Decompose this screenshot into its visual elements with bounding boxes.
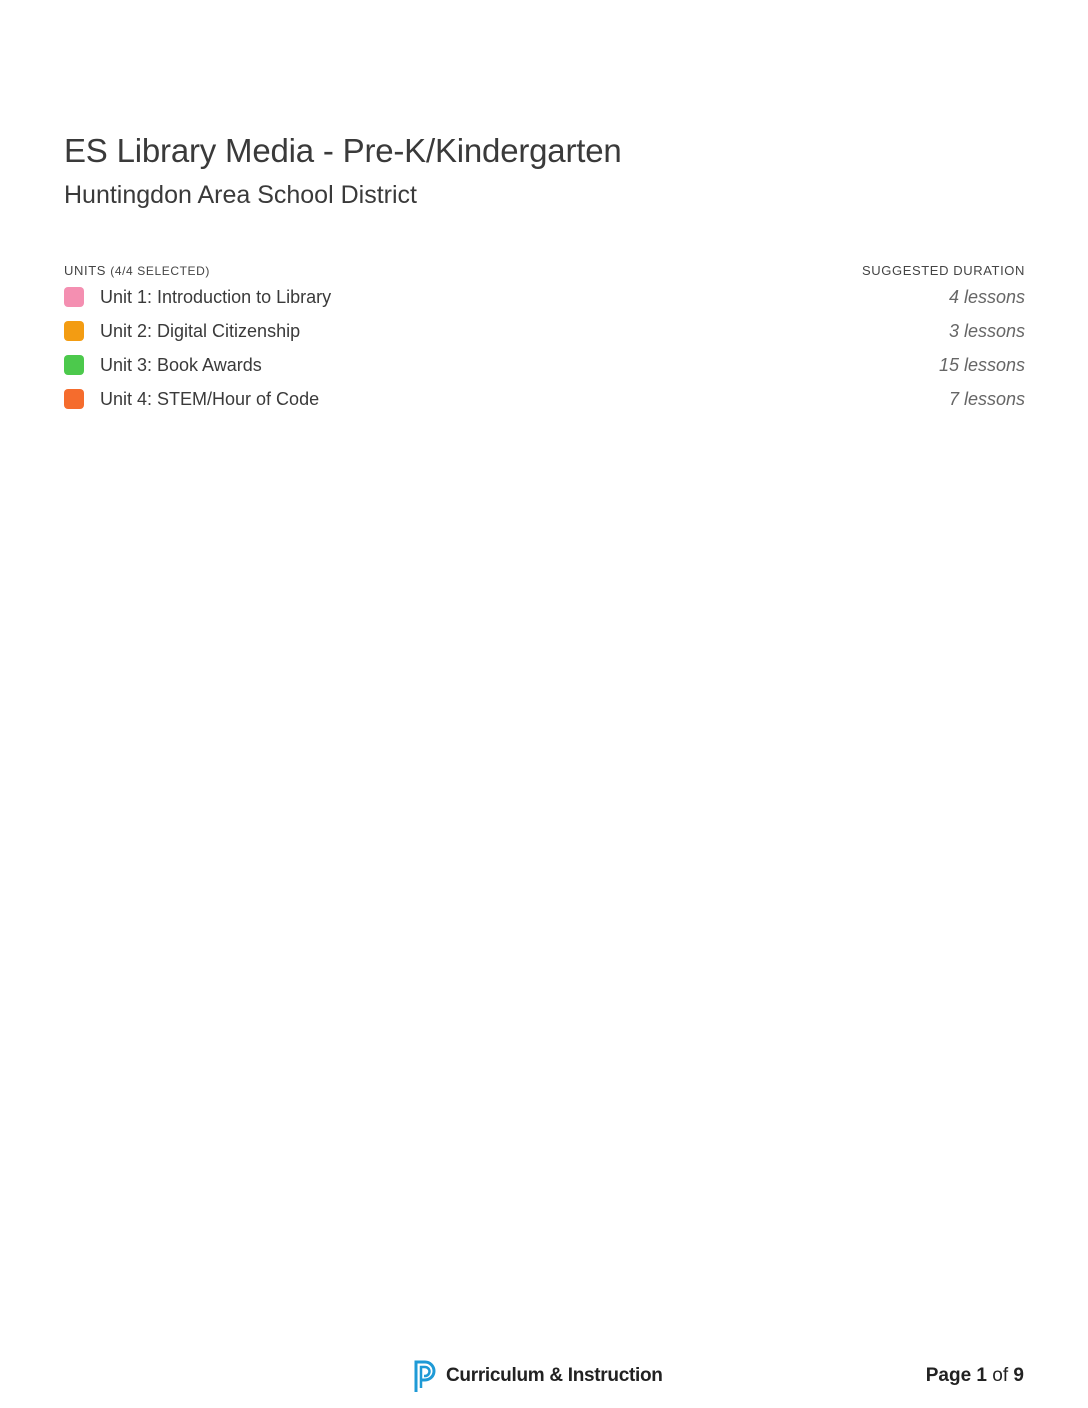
unit-row: [64, 348, 1025, 382]
unit-name: Unit 3: Book Awards: [100, 354, 262, 375]
unit-name: Unit 1: Introduction to Library: [100, 286, 332, 307]
footer-brand: [413, 1356, 663, 1396]
unit-duration: 7 lessons: [948, 388, 1025, 409]
unit-color-swatch: [64, 287, 84, 307]
document-title: ES Library Media - Pre-K/Kindergarten: [64, 132, 622, 169]
unit-name: Unit 4: STEM/Hour of Code: [100, 388, 320, 409]
unit-color-swatch: [64, 321, 84, 341]
brand-name: Curriculum & Instruction: [446, 1365, 663, 1386]
units-column-header: [64, 263, 210, 278]
unit-duration: 4 lessons: [948, 286, 1025, 307]
units-label: UNITS: [64, 262, 106, 278]
unit-row: [64, 280, 1025, 314]
page-total: 9: [1013, 1365, 1024, 1386]
page-of: of: [992, 1365, 1009, 1386]
page-current: 1: [976, 1365, 987, 1386]
powerschool-p-icon: [413, 1359, 439, 1393]
unit-row: [64, 382, 1025, 416]
units-table: [64, 260, 1025, 416]
selected-count: (4/4 SELECTED): [110, 263, 210, 278]
unit-row: [64, 314, 1025, 348]
unit-color-swatch: [64, 355, 84, 375]
unit-color-swatch: [64, 389, 84, 409]
page-indicator: [926, 1356, 1024, 1396]
document-subtitle: Huntingdon Area School District: [64, 181, 417, 209]
unit-duration: 15 lessons: [938, 354, 1025, 375]
unit-duration: 3 lessons: [948, 320, 1025, 341]
unit-name: Unit 2: Digital Citizenship: [100, 320, 301, 341]
page-word: Page: [925, 1365, 972, 1386]
table-header: [64, 260, 1025, 280]
duration-column-header: SUGGESTED DURATION: [862, 262, 1025, 278]
page-footer: [0, 1356, 1088, 1396]
